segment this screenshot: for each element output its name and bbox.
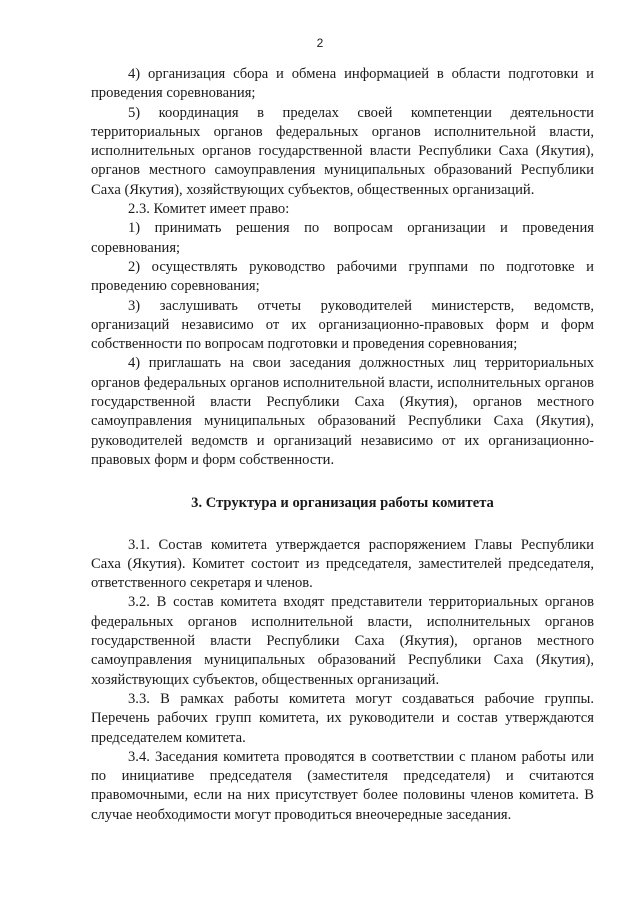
paragraph: 3.4. Заседания комитета проводятся в соответствии с планом работы или по инициативе председателя (заместителя председателя) и считаются правомочными, если на них присутствует более половины членов комитета. В случае необходимости могут проводиться внеочередные заседания. bbox=[91, 748, 594, 823]
page-number: 2 bbox=[316, 36, 324, 50]
section-heading: 3. Структура и организация работы комитета bbox=[191, 495, 494, 512]
paragraph: 4) организация сбора и обмена информацией в области подготовки и проведения соревнования; bbox=[91, 66, 594, 102]
document-body bbox=[91, 65, 594, 825]
paragraph: 3.2. В состав комитета входят представители территориальных органов федеральных органов исполнительной власти, исполнительных органов государственной власти Республики Саха (Якутия), органов местного самоуправления муниципальных образований Республики Саха (Якутия), хозяйствующих субъектов, общественных организаций. bbox=[91, 594, 594, 688]
paragraph: 4) приглашать на свои заседания должностных лиц территориальных органов федеральных органов исполнительной власти, исполнительных органов государственной власти Республики Саха (Якутия), органов местного самоуправления муниципальных образований Республики Саха (Якутия), руководителей ведомств и организаций независимо от их организационно-правовых форм и форм собственности. bbox=[91, 355, 594, 468]
paragraph: 2.3. Комитет имеет право: bbox=[128, 201, 290, 218]
paragraph: 5) координация в пределах своей компетенции деятельности территориальных органов федеральных органов исполнительной власти, исполнительных органов государственной власти Республики Саха (Якутия), органов местного самоуправления муниципальных образований Республики Саха (Якутия), хозяйствующих субъектов, общественных организаций. bbox=[91, 104, 594, 198]
paragraph: 1) принимать решения по вопросам организации и проведения соревнования; bbox=[91, 220, 594, 256]
paragraph: 2) осуществлять руководство рабочими группами по подготовке и проведению соревнования; bbox=[91, 258, 594, 295]
paragraph: 3.1. Состав комитета утверждается распоряжением Главы Республики Саха (Якутия). Комитет состоит из председателя, заместителей председателя, ответственного секретаря и членов. bbox=[91, 536, 594, 592]
paragraph: 3.3. В рамках работы комитета могут создаваться рабочие группы. Перечень рабочих групп комитета, их руководители и состав утверждаются председателем комитета. bbox=[91, 690, 594, 746]
paragraph: 3) заслушивать отчеты руководителей министерств, ведомств, организаций независимо от их организационно-правовых форм и форм собственности по вопросам подготовки и проведения соревнования; bbox=[91, 297, 594, 353]
